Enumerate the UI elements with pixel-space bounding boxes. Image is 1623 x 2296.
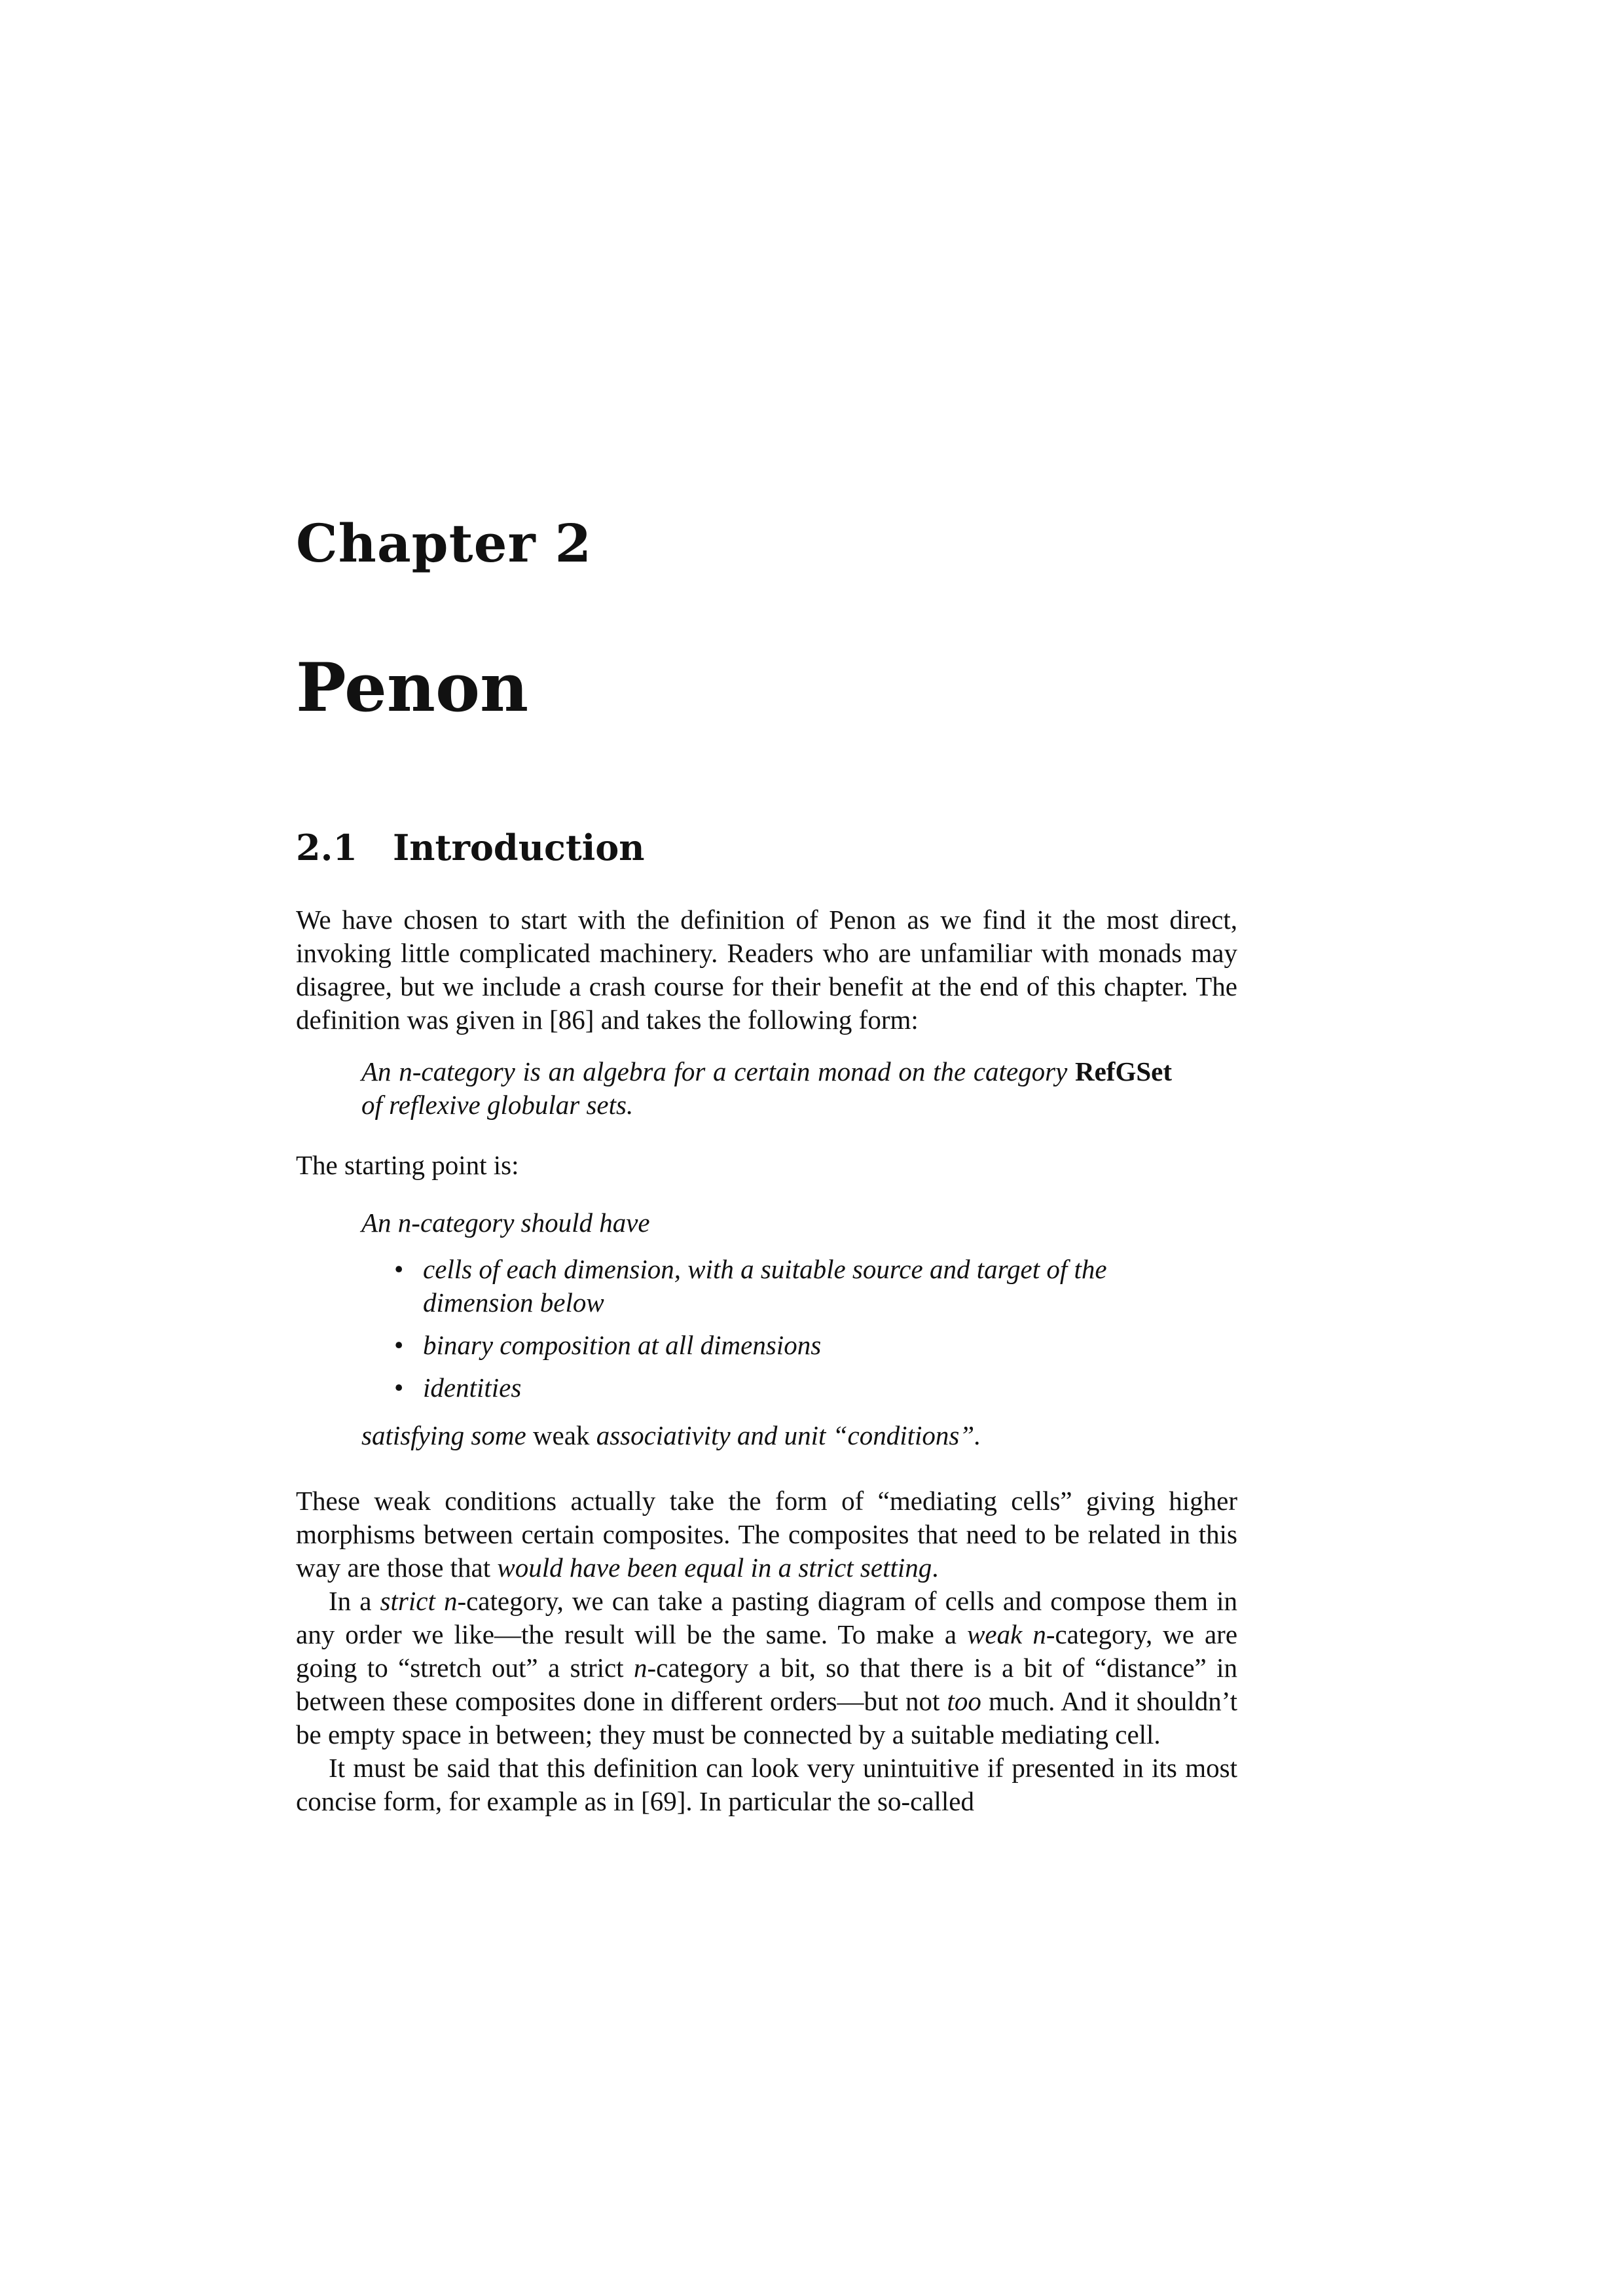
requirements-lead-suffix: -category should have [411,1208,650,1238]
intro-paragraph [296,903,1237,1037]
bullet-icon: • [394,1330,404,1360]
strict-paragraph-c: -category, we are going to “stretch out” a strict [296,1619,1238,1683]
strict-paragraph-too: too [947,1686,981,1716]
intro-paragraph-text: We have chosen to start with the definition of Penon as we find it the most direct, invoking little complicated machinery. Readers who are unfamiliar with monads may disagree, but we include a crash course for their benefit at the end of this chapter. The definition was given in [86] and takes the following form: [296,905,1237,1035]
list-item-text: identities [423,1372,522,1403]
chapter-label: Chapter 2 [296,512,593,574]
starting-point-text: The starting point is: [296,1150,519,1180]
strict-paragraph-b: -category, we can take a pasting diagram of cells and compose them in any order we like—the result will be the same. To make a [296,1586,1237,1649]
strict-paragraph-weak: weak [967,1619,1023,1649]
category-name: RefGSet [1075,1056,1173,1086]
strict-paragraph-strict: strict [380,1586,435,1616]
list-item [394,1371,1180,1405]
strict-paragraph-e: much. And it shouldn’t be empty space in between; they must be connected by a suitable mediating cell. [296,1686,1238,1749]
strict-paragraph-a: In a [329,1586,372,1616]
section-title: Introduction [393,827,645,869]
last-paragraph: It must be said that this definition can look very unintuitive if presented in its most concise form, for example as in [69]. In particular the so-called [296,1753,1237,1816]
requirements-lead-n: n [397,1208,412,1238]
strict-paragraph-n2: n [1032,1619,1046,1649]
strict-paragraph-n3: n [634,1653,647,1683]
list-item-text: binary composition at all dimensions [423,1330,822,1360]
requirements-list [361,1253,1180,1405]
weak-conditions-emph: would have been equal in a strict setting [497,1552,932,1583]
section-number: 2.1 [296,827,357,869]
requirements-quote [361,1206,1180,1452]
bullet-icon: • [394,1254,404,1284]
definition-prefix: An [361,1056,392,1086]
list-item [394,1253,1180,1319]
requirements-lead [361,1206,1180,1240]
bullet-icon: • [394,1372,404,1403]
weak-conditions-end: . [932,1552,939,1583]
chapter-title: Penon [296,649,529,727]
strict-paragraph-d: -category a bit, so that there is a bit of “distance” in between these composites done in different orders—but not [296,1653,1238,1716]
list-item-text: cells of each dimension, with a suitable source and target of the dimension below [423,1254,1107,1318]
definition-middle: -category is an algebra for a certain monad on the category [412,1056,1068,1086]
starting-point-paragraph [296,1149,1237,1182]
definition-quote [361,1055,1172,1122]
strict-paragraph [296,1585,1237,1751]
weak-conditions-text: These weak conditions actually take the form of “mediating cells” giving higher morphisms between certain composites. The composites that need to be related in this way are those that [296,1486,1237,1583]
body-text [296,1484,1237,1818]
requirements-lead-prefix: An [361,1208,392,1238]
section-heading [296,827,645,869]
strict-paragraph-n1: n [443,1586,458,1616]
requirements-close-b: associativity and unit “conditions”. [596,1420,981,1450]
definition-n: n [399,1056,412,1086]
definition-suffix: of reflexive globular sets. [361,1090,634,1120]
weak-conditions-paragraph [296,1484,1237,1585]
list-item [394,1329,1180,1362]
requirements-close [361,1419,1180,1452]
requirements-close-a: satisfying some [361,1420,526,1450]
requirements-close-weak: weak [532,1420,590,1450]
